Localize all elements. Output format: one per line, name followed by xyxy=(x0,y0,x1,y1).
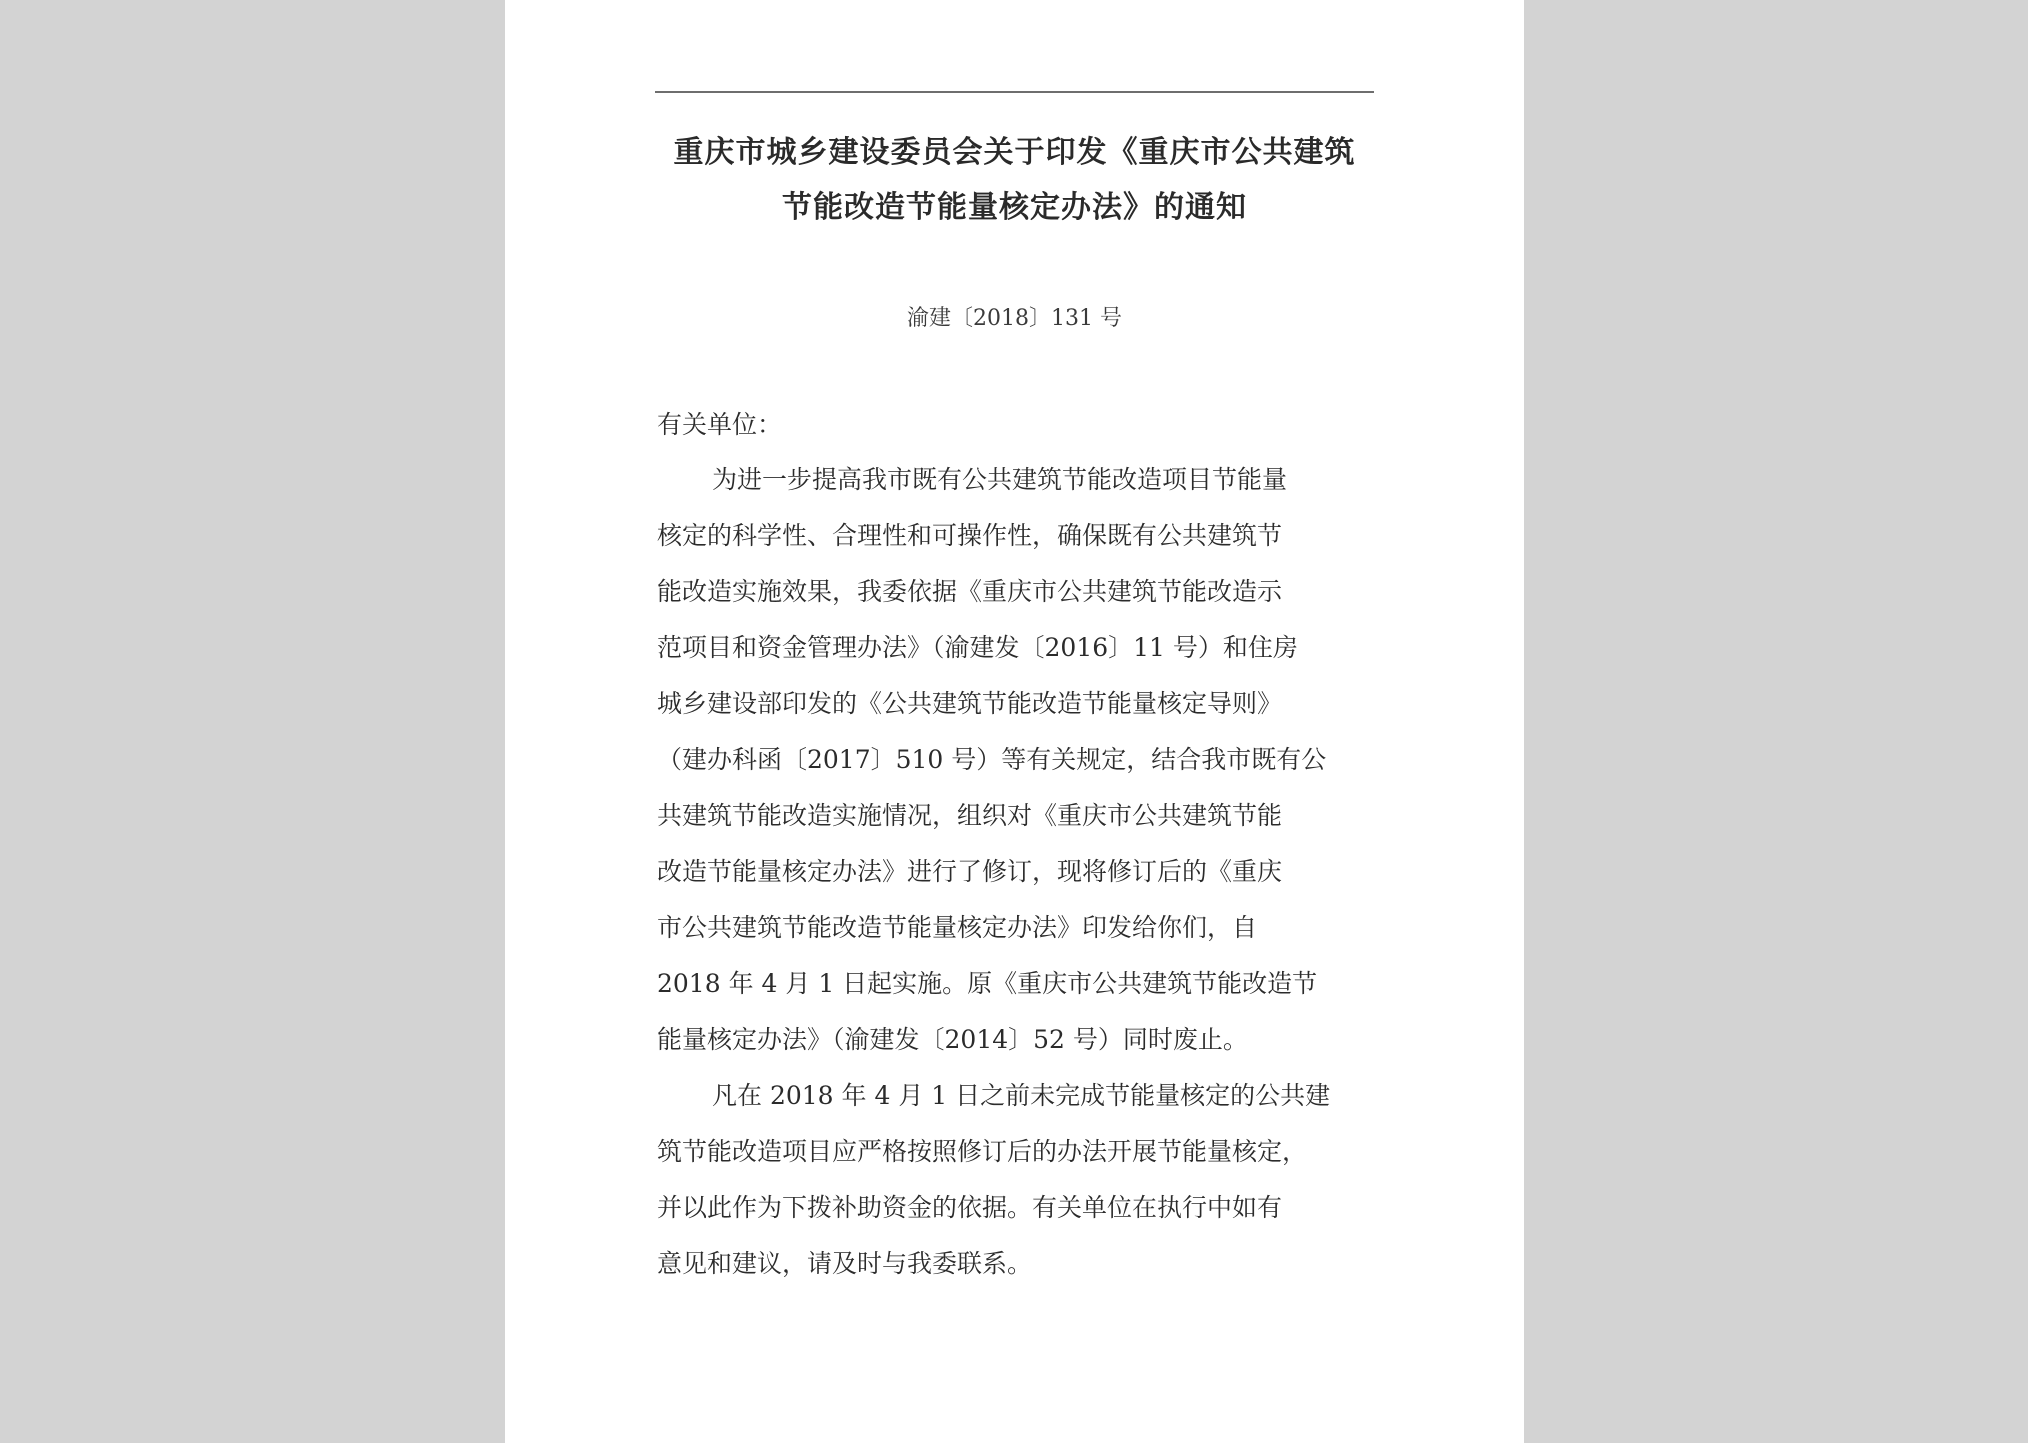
document-page xyxy=(505,0,1524,1443)
body-line-13: 筑节能改造项目应严格按照修订后的办法开展节能量核定， xyxy=(657,1137,1308,1166)
body-line-11: 能量核定办法》（渝建发〔2014〕52 号）同时废止。 xyxy=(657,1025,1248,1054)
document-title-line-1: 重庆市城乡建设委员会关于印发《重庆市公共建筑 xyxy=(673,135,1356,170)
document-title-line-2: 节能改造节能量核定办法》的通知 xyxy=(782,190,1247,225)
header-rule xyxy=(655,91,1374,93)
document-number: 渝建〔2018〕131 号 xyxy=(907,306,1122,331)
body-line-8: 改造节能量核定办法》进行了修订，现将修订后的《重庆 xyxy=(657,857,1283,886)
body-line-7: 共建筑节能改造实施情况，组织对《重庆市公共建筑节能 xyxy=(657,801,1283,830)
body-line-9: 市公共建筑节能改造节能量核定办法》印发给你们，自 xyxy=(657,913,1258,942)
body-line-1: 为进一步提高我市既有公共建筑节能改造项目节能量 xyxy=(712,465,1288,494)
body-line-10: 2018 年 4 月 1 日起实施。原《重庆市公共建筑节能改造节 xyxy=(657,969,1318,998)
body-line-5: 城乡建设部印发的《公共建筑节能改造节能量核定导则》 xyxy=(657,689,1283,718)
body-line-15: 意见和建议，请及时与我委联系。 xyxy=(657,1249,1033,1278)
body-line-12: 凡在 2018 年 4 月 1 日之前未完成节能量核定的公共建 xyxy=(712,1081,1331,1110)
body-line-3: 能改造实施效果，我委依据《重庆市公共建筑节能改造示 xyxy=(657,577,1283,606)
body-line-2: 核定的科学性、合理性和可操作性，确保既有公共建筑节 xyxy=(657,521,1283,550)
body-line-14: 并以此作为下拨补助资金的依据。有关单位在执行中如有 xyxy=(657,1193,1283,1222)
body-line-6: （建办科函〔2017〕510 号）等有关规定，结合我市既有公 xyxy=(657,745,1327,774)
salutation: 有关单位： xyxy=(657,410,783,439)
body-line-4: 范项目和资金管理办法》（渝建发〔2016〕11 号）和住房 xyxy=(657,633,1298,662)
